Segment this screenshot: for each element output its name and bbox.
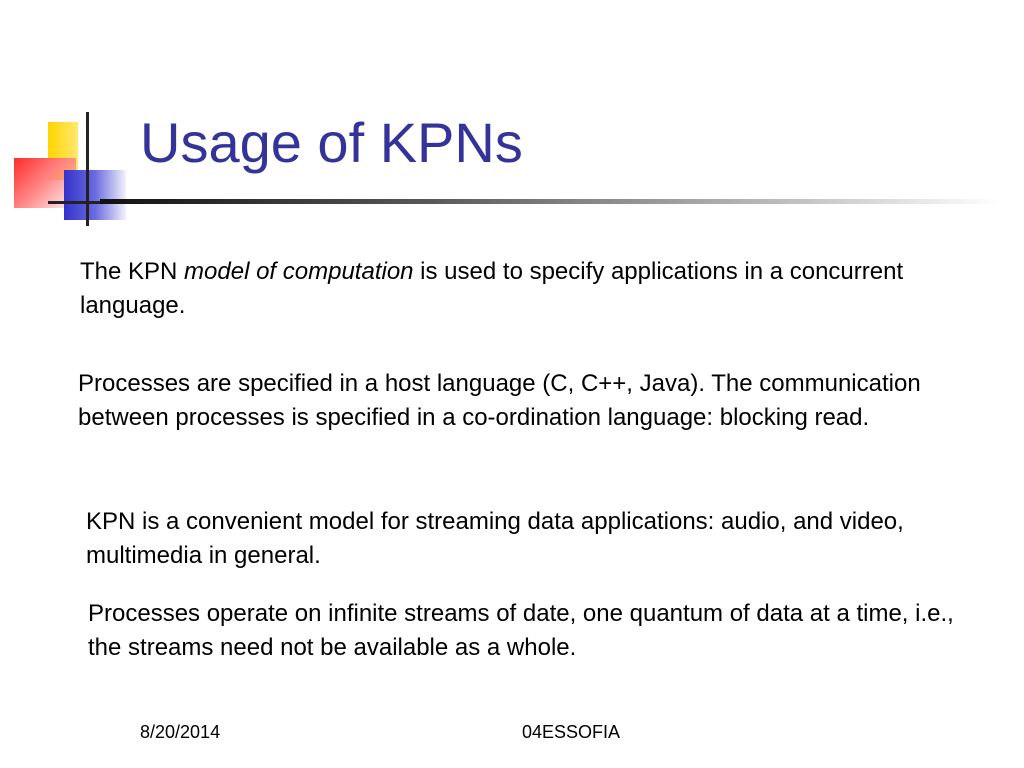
footer-date: 8/20/2014 [140, 722, 221, 742]
paragraph-infinite-streams: Processes operate on infinite streams of date, one quantum of data at a time, i.e., the streams need not be available as a whole. [88, 600, 954, 661]
paragraph-streaming-model: KPN is a convenient model for streaming data applications: audio, and video, multimedia in general. [86, 508, 904, 569]
decor-vertical-line [86, 112, 89, 226]
decor-blue-square [64, 170, 126, 220]
paragraph-kpn-model [80, 255, 960, 323]
title-underline [100, 199, 1000, 204]
paragraph-emphasis: model of computation [184, 258, 414, 285]
paragraph-text: The KPN [80, 258, 185, 285]
footer-text: 04ESSOFIA [522, 722, 621, 742]
slide-title: Usage of KPNs [140, 111, 523, 174]
paragraph-text: is used to specify applications in a concurrent language. [80, 258, 904, 319]
paragraph-processes-host-language: Processes are specified in a host language (C, C++, Java). The communication between processes is specified in a co-ordination language: blocking read. [78, 370, 921, 431]
